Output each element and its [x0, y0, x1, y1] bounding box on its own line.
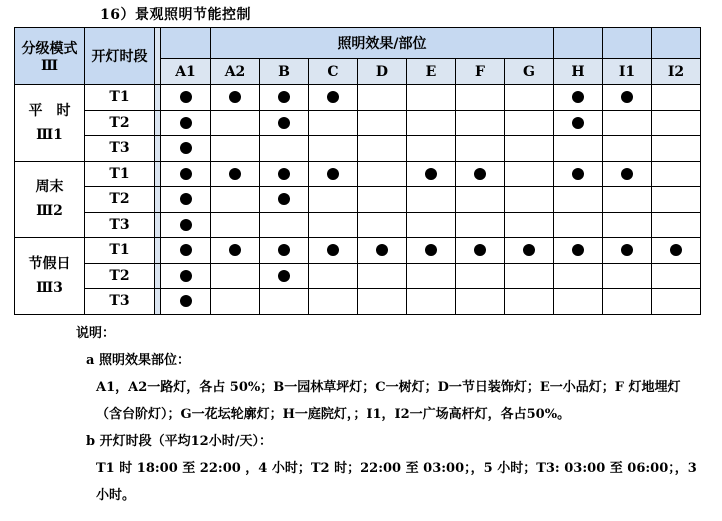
header-blank — [161, 28, 211, 59]
on-dot-icon — [278, 117, 290, 129]
mode-cell — [15, 161, 85, 238]
on-dot-icon — [180, 295, 192, 307]
on-dot-icon — [425, 168, 437, 180]
mark-cell — [161, 238, 211, 264]
mark-cell — [505, 161, 554, 187]
mark-cell — [407, 136, 456, 162]
period-cell: T2 — [85, 110, 155, 136]
on-dot-icon — [474, 244, 486, 256]
notes-b-title: b 开灯时段（平均12小时/天）： — [86, 434, 272, 449]
mark-cell — [603, 238, 652, 264]
column-header: A2 — [211, 59, 260, 85]
mark-cell — [652, 263, 701, 289]
mark-cell — [260, 110, 309, 136]
table-row — [15, 238, 701, 264]
mark-cell — [309, 161, 358, 187]
mark-cell — [161, 263, 211, 289]
on-dot-icon — [278, 244, 290, 256]
mark-cell — [652, 187, 701, 213]
mark-cell — [456, 85, 505, 111]
mark-cell — [456, 136, 505, 162]
table-row — [15, 136, 701, 162]
mark-cell — [554, 136, 603, 162]
mark-cell — [260, 263, 309, 289]
mark-cell — [554, 110, 603, 136]
mark-cell — [358, 136, 407, 162]
mark-cell — [260, 187, 309, 213]
notes-a-line1: A1，A2一路灯，各占 50%；B一园林草坪灯；C一树灯；D一节日装饰灯；E一小品灯；F 灯地埋灯 — [96, 380, 681, 395]
notes-b-line1: T1 时 18:00 至 22:00 ，4 小时；T2 时；22:00 至 03:00；，5 小时；T3: 03:00 至 06:00；，3 — [96, 461, 697, 476]
mark-cell — [456, 289, 505, 315]
mark-cell — [407, 263, 456, 289]
mark-cell — [358, 238, 407, 264]
on-dot-icon — [474, 168, 486, 180]
mark-cell — [260, 161, 309, 187]
mark-cell — [161, 161, 211, 187]
period-cell: T3 — [85, 289, 155, 315]
mark-cell — [554, 263, 603, 289]
mark-cell — [505, 136, 554, 162]
mark-cell — [652, 136, 701, 162]
mode-cell — [15, 85, 85, 162]
table-row — [15, 110, 701, 136]
mark-cell — [407, 289, 456, 315]
column-header: G — [505, 59, 554, 85]
period-cell: T1 — [85, 238, 155, 264]
column-header: A1 — [161, 59, 211, 85]
period-cell: T2 — [85, 187, 155, 213]
notes-a-title: a 照明效果部位： — [86, 353, 190, 368]
header-effect: 照明效果/部位 — [211, 28, 554, 59]
mark-cell — [407, 238, 456, 264]
on-dot-icon — [180, 168, 192, 180]
on-dot-icon — [229, 244, 241, 256]
mark-cell — [407, 187, 456, 213]
table-row — [15, 187, 701, 213]
period-cell: T2 — [85, 263, 155, 289]
mark-cell — [652, 238, 701, 264]
header-mode — [15, 28, 85, 85]
table-row — [15, 161, 701, 187]
header-blank — [603, 28, 652, 59]
mark-cell — [309, 289, 358, 315]
mode-level: Ⅲ1 — [36, 126, 63, 143]
mark-cell — [309, 263, 358, 289]
on-dot-icon — [278, 168, 290, 180]
mark-cell — [603, 263, 652, 289]
mark-cell — [309, 136, 358, 162]
mark-cell — [407, 161, 456, 187]
header-blank — [554, 28, 603, 59]
mark-cell — [358, 263, 407, 289]
header-mode-label: 分级模式 — [21, 41, 78, 57]
mark-cell — [603, 161, 652, 187]
mark-cell — [358, 85, 407, 111]
mark-cell — [309, 212, 358, 238]
mark-cell — [211, 187, 260, 213]
mark-cell — [505, 238, 554, 264]
on-dot-icon — [180, 244, 192, 256]
column-header: D — [358, 59, 407, 85]
on-dot-icon — [572, 244, 584, 256]
mark-cell — [652, 212, 701, 238]
on-dot-icon — [278, 193, 290, 205]
on-dot-icon — [327, 244, 339, 256]
mode-level: Ⅲ3 — [36, 279, 63, 296]
mark-cell — [652, 161, 701, 187]
mark-cell — [211, 289, 260, 315]
period-cell: T3 — [85, 212, 155, 238]
mark-cell — [211, 136, 260, 162]
mark-cell — [554, 187, 603, 213]
mark-cell — [505, 85, 554, 111]
mark-cell — [211, 85, 260, 111]
mark-cell — [456, 187, 505, 213]
mark-cell — [161, 110, 211, 136]
mark-cell — [652, 85, 701, 111]
notes-heading: 说明： — [76, 326, 116, 341]
table-row — [15, 289, 701, 315]
table-row — [15, 263, 701, 289]
mark-cell — [211, 161, 260, 187]
column-header: I1 — [603, 59, 652, 85]
mode-label: 平 时 — [28, 102, 71, 119]
mark-cell — [554, 212, 603, 238]
notes-a-line2: （含台阶灯）；G一花坛轮廓灯；H一庭院灯，；I1，I2一广场高杆灯，各占50%。 — [96, 407, 571, 422]
mark-cell — [407, 85, 456, 111]
notes-section — [76, 320, 697, 509]
on-dot-icon — [229, 91, 241, 103]
mark-cell — [505, 187, 554, 213]
notes-b-line2: 小时。 — [96, 488, 136, 503]
header-blank — [652, 28, 701, 59]
on-dot-icon — [572, 91, 584, 103]
mark-cell — [407, 212, 456, 238]
mark-cell — [309, 187, 358, 213]
mark-cell — [309, 85, 358, 111]
mark-cell — [161, 85, 211, 111]
mark-cell — [456, 212, 505, 238]
on-dot-icon — [180, 270, 192, 282]
mark-cell — [309, 238, 358, 264]
column-header: C — [309, 59, 358, 85]
on-dot-icon — [327, 91, 339, 103]
table-row — [15, 212, 701, 238]
mark-cell — [260, 212, 309, 238]
mark-cell — [211, 110, 260, 136]
on-dot-icon — [670, 244, 682, 256]
column-header: I2 — [652, 59, 701, 85]
mark-cell — [358, 187, 407, 213]
column-header: E — [407, 59, 456, 85]
period-cell: T3 — [85, 136, 155, 162]
column-header: F — [456, 59, 505, 85]
table-row — [15, 85, 701, 111]
on-dot-icon — [180, 91, 192, 103]
on-dot-icon — [376, 244, 388, 256]
mode-cell — [15, 238, 85, 315]
on-dot-icon — [180, 193, 192, 205]
on-dot-icon — [523, 244, 535, 256]
mark-cell — [260, 238, 309, 264]
mark-cell — [505, 212, 554, 238]
mark-cell — [309, 110, 358, 136]
on-dot-icon — [425, 244, 437, 256]
mark-cell — [211, 263, 260, 289]
mark-cell — [554, 289, 603, 315]
column-header: H — [554, 59, 603, 85]
mark-cell — [456, 263, 505, 289]
mark-cell — [211, 212, 260, 238]
mark-cell — [603, 289, 652, 315]
on-dot-icon — [572, 117, 584, 129]
mark-cell — [603, 212, 652, 238]
on-dot-icon — [621, 244, 633, 256]
on-dot-icon — [180, 219, 192, 231]
mark-cell — [358, 289, 407, 315]
mark-cell — [652, 289, 701, 315]
mark-cell — [603, 85, 652, 111]
mark-cell — [603, 110, 652, 136]
mark-cell — [554, 85, 603, 111]
mark-cell — [260, 289, 309, 315]
on-dot-icon — [180, 117, 192, 129]
mode-level: Ⅲ2 — [36, 203, 63, 220]
mark-cell — [505, 110, 554, 136]
mark-cell — [505, 263, 554, 289]
column-header: B — [260, 59, 309, 85]
on-dot-icon — [278, 91, 290, 103]
mark-cell — [260, 85, 309, 111]
mark-cell — [554, 161, 603, 187]
mark-cell — [161, 136, 211, 162]
on-dot-icon — [572, 168, 584, 180]
on-dot-icon — [621, 91, 633, 103]
mark-cell — [260, 136, 309, 162]
period-cell: T1 — [85, 85, 155, 111]
header-mode-level: Ⅲ — [40, 58, 59, 74]
on-dot-icon — [327, 168, 339, 180]
mark-cell — [456, 161, 505, 187]
section-title: 16）景观照明节能控制 — [100, 7, 251, 23]
mark-cell — [603, 187, 652, 213]
mark-cell — [211, 238, 260, 264]
mark-cell — [358, 212, 407, 238]
mark-cell — [358, 161, 407, 187]
mark-cell — [456, 238, 505, 264]
on-dot-icon — [180, 142, 192, 154]
mark-cell — [161, 187, 211, 213]
on-dot-icon — [229, 168, 241, 180]
mark-cell — [652, 110, 701, 136]
mark-cell — [161, 212, 211, 238]
mark-cell — [358, 110, 407, 136]
mode-label: 节假日 — [28, 255, 71, 272]
lighting-control-table — [14, 27, 701, 315]
mark-cell — [603, 136, 652, 162]
mark-cell — [161, 289, 211, 315]
mark-cell — [554, 238, 603, 264]
on-dot-icon — [278, 270, 290, 282]
period-cell: T1 — [85, 161, 155, 187]
on-dot-icon — [621, 168, 633, 180]
mark-cell — [505, 289, 554, 315]
header-period: 开灯时段 — [85, 28, 155, 85]
mark-cell — [456, 110, 505, 136]
mark-cell — [407, 110, 456, 136]
mode-label: 周末 — [35, 179, 64, 196]
